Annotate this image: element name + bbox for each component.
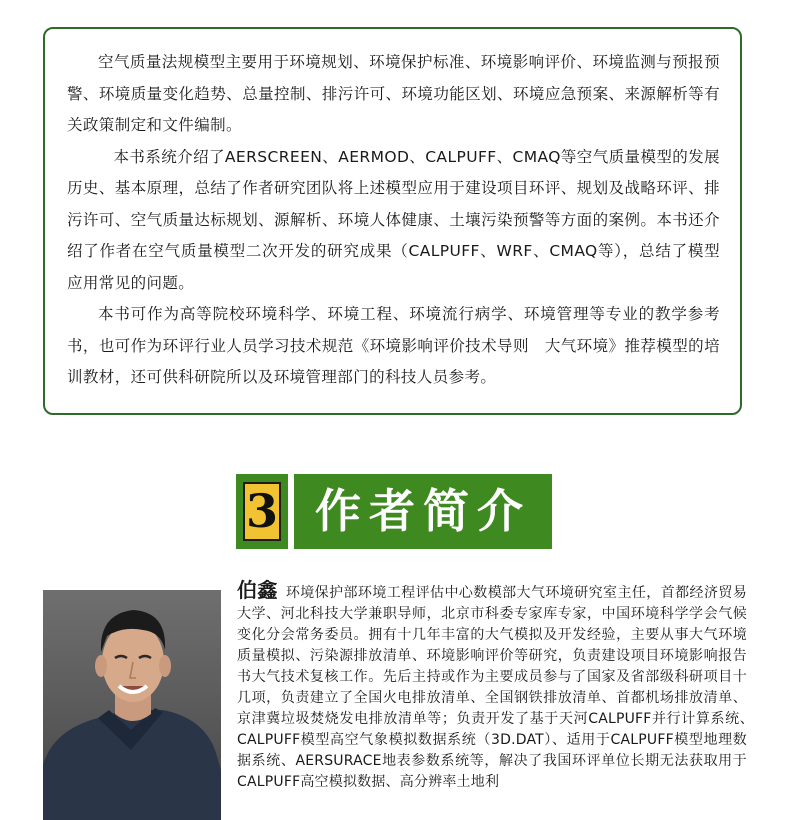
author-bio: [237, 578, 762, 793]
section-title: 作者简介: [294, 474, 552, 549]
description-paragraph-3: 本书可作为高等院校环境科学、环境工程、环境流行病学、环境管理等专业的教学参考书，也可作为环评行业人员学习技术规范《环境影响评价技术导则 大气环境》推荐模型的培训教材，还可供科研院所以及环境管理部门的科技人员参考。: [67, 305, 720, 386]
author-bio-text: 环境保护部环境工程评估中心数模部大气环境研究室主任，首都经济贸易大学、河北科技大学兼职导师，北京市科委专家库专家，中国环境科学学会气候变化分会常务委员。拥有十几年丰富的大气模拟及开发经验，主要从事大气环境质量模拟、污染源排放清单、环境影响评价等研究，负责建设项目环境影响报告书大气技术复核工作。先后主持或作为主要成员参与了国家及省部级科研项目十几项，负责建立了全国火电排放清单、全国钢铁排放清单、首都机场排放清单、京津冀垃圾焚烧发电排放清单等；负责开发了基于天河CALPUFF并行计算系统、 CALPUFF模型高空气象模拟数据系统（3D.DAT）、适用于CALPUFF模型地理数据系统、AERSURACE地表参数系统等，解决了我国环评单位长期无法获取用于CALPUFF高空模拟数据、高分辨率土地利: [237, 585, 762, 790]
author-photo: [43, 590, 221, 820]
description-paragraph-2: 本书系统介绍了AERSCREEN、AERMOD、CALPUFF、CMAQ等空气质量模型的发展历史、基本原理，总结了作者研究团队将上述模型应用于建设项目环评、规划及战略环评、排污许可、空气质量达标规划、源解析、环境人体健康、土壤污染预警等方面的案例。本书还介绍了作者在空气质量模型二次开发的研究成果（CALPUFF、WRF、CMAQ等），总结了模型应用常见的问题。: [67, 147, 720, 292]
section-number: 3: [243, 482, 281, 541]
author-portrait-image: [43, 590, 221, 820]
book-description-box: [43, 27, 742, 415]
description-paragraph-1: 空气质量法规模型主要用于环境规划、环境保护标准、环境影响评价、环境监测与预报预警、环境质量变化趋势、总量控制、排污许可、环境功能区划、环境应急预案、来源解析等有关政策制定和文件编制。: [67, 53, 720, 134]
section-number-badge: [236, 474, 288, 549]
author-name: 伯鑫: [237, 578, 278, 602]
